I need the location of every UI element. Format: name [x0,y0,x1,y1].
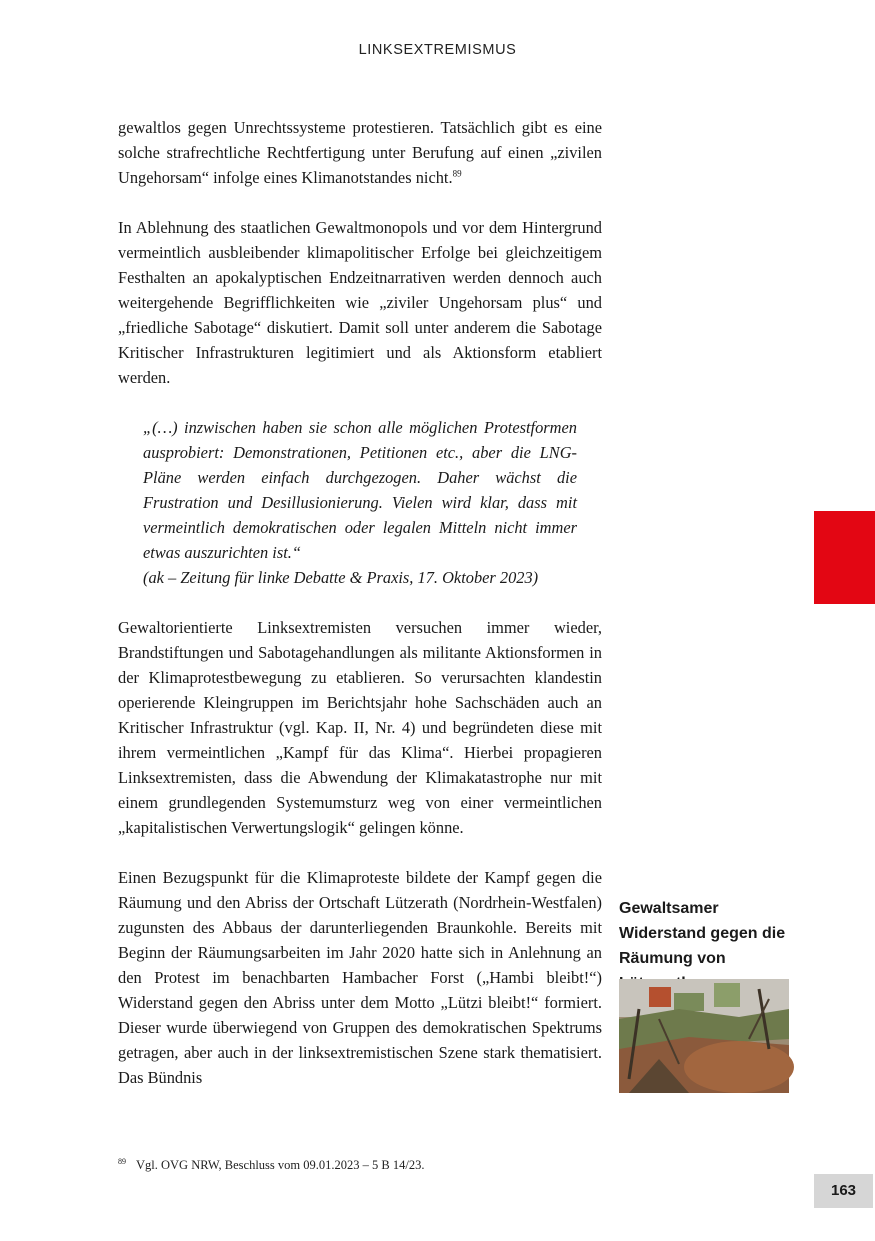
paragraph-1-text: gewaltlos gegen Unrechtssysteme protestieren. Tatsächlich gibt es eine solche strafrechtliche Rechtfertigung unter Berufung auf einen „zivilen Ungehorsam“ infolge eines Klimanotstandes nicht. [118,118,602,187]
footnote-ref-89[interactable]: 89 [452,168,462,179]
page-number: 163 [814,1174,873,1208]
sidebar-title: Gewaltsamer Widerstand gegen die Räumung von [619,900,786,967]
paragraph-3: Gewaltorientierte Linksextremisten versuchen immer wieder, Brandstiftungen und Sabotagehandlungen als militante Aktionsformen in der Klimaprotestbewegung zu etablieren. So verursachten klandestin operierende Kleingruppen im Berichtsjahr hohe Sachschäden auch an Kritischer Infrastruktur (vgl. Kap. II, Nr. 4) und begründeten diese mit ihrem vermeintlichen „Kampf für das Klima“. Hierbei propagieren Linksextremisten, dass die Abwendung der Klimakatastrophe nur mit einem grundlegenden Systemumsturz weg von einer vermeintlichen „kapitalistischen Verwertungslogik“ gelingen könne. [118,618,602,837]
quote-source: (ak – Zeitung für linke Debatte & Praxis, 17. Oktober 2023) [143,568,539,587]
paragraph-1 [118,115,602,190]
sidebar-photo [619,979,789,1093]
photo-illustration [619,979,789,1093]
block-quote [118,415,602,590]
footnote [118,1153,718,1174]
paragraph-4: Einen Bezugspunkt für die Klimaproteste bildete der Kampf gegen die Räumung und den Abriss der Ortschaft Lützerath (Nordrhein-Westfalen) zugunsten des Abbaus der darunterliegenden Braunkohle. Bereits mit Beginn der Räumungsarbeiten im Jahr 2020 hatte sich in Anlehnung an den Protest im benachbarten Hambacher Forst („Hambi bleibt!“) Widerstand gegen den Abriss unter dem Motto „Lützi bleibt!“ formiert. Dieser wurde überwiegend von Gruppen des demokratischen Spektrums getragen, aber auch in der linksextremistischen Szene stark thematisiert. Das Bündnis [118,868,602,1087]
chapter-tab-marker [814,511,875,604]
paragraph-2: In Ablehnung des staatlichen Gewaltmonopols und vor dem Hintergrund vermeintlich ausbleibender klimapolitischer Erfolge bei gleichzeitigem Festhalten an apokalyptischen Endzeitnarrativen werden dennoch auch weitergehende Begrifflichkeiten wie „ziviler Ungehorsam plus“ und „friedliche Sabotage“ diskutiert. Damit soll unter anderem die Sabotage Kritischer Infrastrukturen legitimiert und als Aktionsform etabliert werden. [118,218,602,387]
footnote-number: 89 [118,1157,126,1166]
running-head: LINKSEXTREMISMUS [358,42,517,58]
footnote-text: Vgl. OVG NRW, Beschluss vom 09.01.2023 – 5 B 14/23. [136,1158,425,1173]
quote-text: „(…) inzwischen haben sie schon alle möglichen Protestformen ausprobiert: Demonstrationen, Petitionen etc., aber die LNG-Pläne werden einfach durchgezogen. Daher wächst die Frustration und Desillusionierung. Vielen wird klar, dass mit vermeintlich demokratischen oder legalen Mitteln nicht immer etwas auszurichten ist.“ [143,418,577,562]
body-column [118,115,602,1090]
